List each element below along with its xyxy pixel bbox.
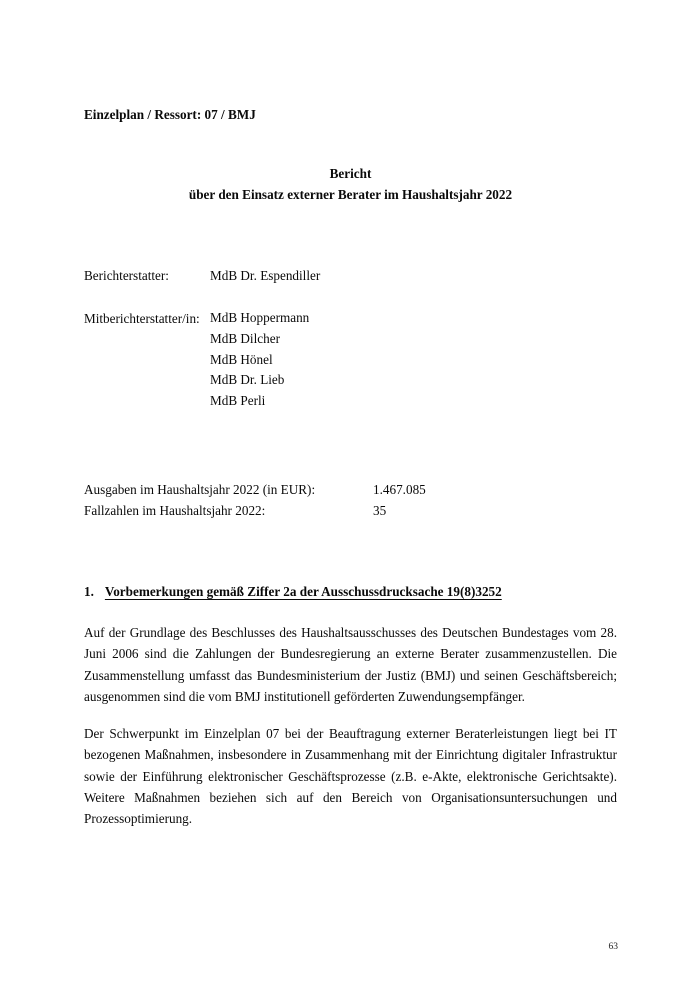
- report-title-block: [84, 163, 617, 205]
- case-count-label: Fallzahlen im Haushaltsjahr 2022:: [84, 502, 266, 518]
- expenses-row: [84, 479, 617, 500]
- expenses-label: Ausgaben im Haushaltsjahr 2022 (in EUR):: [84, 481, 316, 497]
- co-rapporteur-item: MdB Perli: [210, 393, 266, 409]
- section-1-title: Vorbemerkungen gemäß Ziffer 2a der Ausschussdrucksache 19(8)3252: [104, 583, 502, 599]
- report-title-line-2: über den Einsatz externer Berater im Haushaltsjahr 2022: [188, 187, 513, 202]
- co-rapporteur-item: MdB Hönel: [210, 351, 273, 367]
- figures-block: [84, 479, 617, 521]
- section-1-paragraph-1: Auf der Grundlage des Beschlusses des Haushaltsausschusses des Deutschen Bundestages vom 28. Juni 2006 sind die Zahlungen der Bundesregierung an externe Berater zusammenzustellen. Die Zusammenstellung umfasst das Bundesministerium der Justiz (BMJ) und seinen Geschäftsbereich; ausgenommen sind die vom BMJ institutionell geförderten Zuwendungsempfänger.: [84, 624, 617, 704]
- section-1-heading: [84, 581, 617, 602]
- section-1-paragraph-2: Der Schwerpunkt im Einzelplan 07 bei der Beauftragung externer Beraterleistungen liegt bei IT bezogenen Maßnahmen, insbesondere in Zusammenhang mit der Einrichtung digitaler Infrastruktur sowie der Einführung elektronischer Geschäftsprozesse (z.B. e-Akte, elektronische Gerichtsakte). Weitere Maßnahmen beziehen sich auf den Bereich von Organisationsuntersuchungen und Prozessoptimierung.: [84, 726, 617, 827]
- expenses-value: 1.467.085: [373, 481, 426, 497]
- co-rapporteur-row: [84, 308, 617, 412]
- report-title-line-1: Bericht: [329, 166, 372, 181]
- case-count-row: [84, 500, 617, 521]
- section-1-number: 1.: [84, 583, 94, 599]
- co-rapporteur-list: [210, 308, 309, 412]
- rapporteur-value: MdB Dr. Espendiller: [210, 268, 321, 283]
- co-rapporteur-item: MdB Hoppermann: [210, 310, 310, 325]
- ressort-line: Einzelplan / Ressort: 07 / BMJ: [84, 107, 256, 122]
- co-rapporteur-item: MdB Dilcher: [210, 330, 280, 346]
- page-number: 63: [608, 942, 618, 952]
- rapporteur-label: Berichterstatter:: [84, 268, 169, 283]
- rapporteur-row: [84, 265, 617, 286]
- co-rapporteur-label: Mitberichterstatter/in:: [84, 311, 200, 326]
- page-content: [84, 104, 617, 830]
- case-count-value: 35: [373, 502, 387, 518]
- co-rapporteur-item: MdB Dr. Lieb: [210, 372, 285, 388]
